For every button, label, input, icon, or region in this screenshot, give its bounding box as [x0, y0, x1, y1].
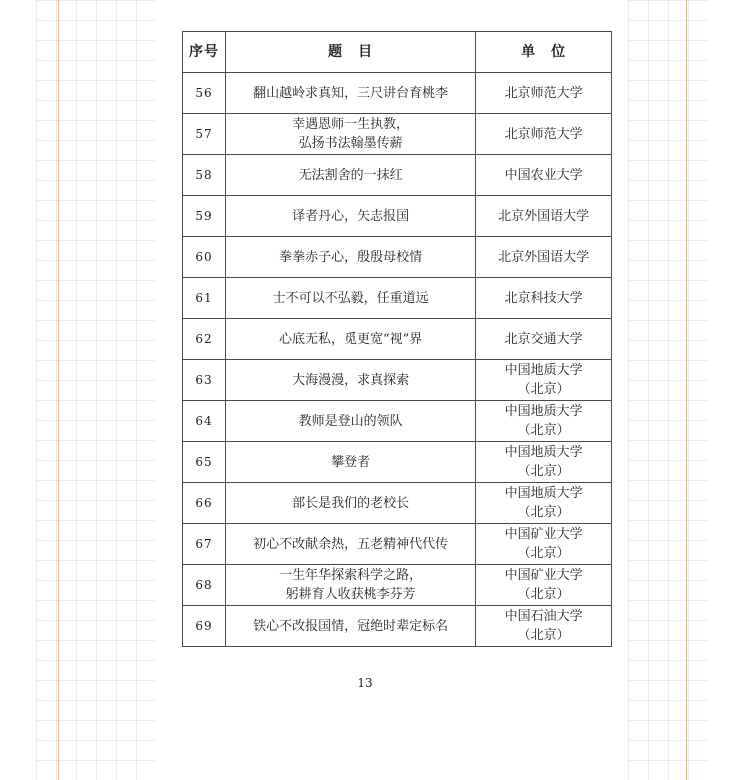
cell-title: [225, 73, 475, 114]
cell-no-text: 58: [195, 167, 213, 182]
page-number: 13: [357, 676, 373, 690]
cell-unit: [476, 524, 612, 565]
cell-unit-text: （北京）: [517, 546, 570, 561]
cell-title: [225, 524, 475, 565]
cell-no: [183, 114, 226, 155]
cell-no-text: 56: [195, 85, 213, 100]
cell-unit-text: （北京）: [517, 628, 570, 643]
cell-no: [183, 155, 226, 196]
cell-unit: [476, 401, 612, 442]
cell-unit-text: 中国矿业大学: [504, 527, 583, 542]
cell-no: [183, 278, 226, 319]
table-row: [183, 565, 612, 606]
cell-title: [225, 278, 475, 319]
cell-unit-text: （北京）: [517, 423, 570, 438]
cell-unit-text: 中国石油大学: [504, 609, 583, 624]
cell-no: [183, 483, 226, 524]
cell-unit: [476, 155, 612, 196]
cell-title-text: 初心不改献余热，五老精神代代传: [253, 536, 449, 552]
cell-unit: [476, 196, 612, 237]
cell-title: [225, 442, 475, 483]
cell-title: [225, 196, 475, 237]
cell-no: [183, 73, 226, 114]
cell-unit-text: 北京师范大学: [504, 85, 583, 101]
cell-no: [183, 442, 226, 483]
cell-title-text: 一生年华探索科学之路，: [279, 568, 423, 583]
cell-no: [183, 237, 226, 278]
cell-title: [225, 360, 475, 401]
cell-title: [225, 565, 475, 606]
cell-title: [225, 237, 475, 278]
cell-unit-text: 中国矿业大学: [504, 568, 583, 583]
cell-title-text: 部长是我们的老校长: [292, 495, 410, 511]
cell-no: [183, 401, 226, 442]
cell-unit: [476, 237, 612, 278]
cell-unit-text: 中国地质大学: [504, 363, 583, 378]
margin-line-right: [686, 0, 687, 780]
cell-unit: [476, 606, 612, 647]
cell-title-text: 士不可以不弘毅，任重道远: [272, 290, 429, 306]
cell-unit: [476, 360, 612, 401]
cell-title-text: 翻山越岭求真知，三尺讲台育桃李: [253, 85, 449, 101]
cell-title: [225, 606, 475, 647]
cell-unit-text: 中国地质大学: [504, 404, 583, 419]
header-no: 序号: [183, 32, 226, 73]
table-row: [183, 114, 612, 155]
cell-unit-text: 北京交通大学: [504, 331, 583, 347]
cell-title-text: 攀登者: [331, 454, 371, 470]
cell-no-text: 57: [195, 126, 213, 141]
cell-no-text: 62: [195, 331, 213, 346]
table-row: [183, 442, 612, 483]
cell-no-text: 61: [195, 290, 213, 305]
margin-line-left: [58, 0, 59, 780]
cell-unit-text: （北京）: [517, 464, 570, 479]
cell-unit-text: 北京外国语大学: [498, 208, 590, 224]
cell-title-text: 拳拳赤子心，殷殷母校情: [279, 249, 423, 265]
margin-grid-left: [36, 0, 156, 780]
table-row: [183, 237, 612, 278]
cell-no: [183, 196, 226, 237]
cell-title-text: 铁心不改报国情，冠绝时辈定标名: [253, 618, 449, 634]
cell-no-text: 66: [195, 495, 213, 510]
header-unit: 单 位: [476, 32, 612, 73]
table-header-row: [183, 32, 612, 73]
cell-no-text: 68: [195, 577, 213, 592]
table-row: [183, 319, 612, 360]
cell-title-text: 译者丹心，矢志报国: [292, 208, 410, 224]
cell-unit: [476, 319, 612, 360]
cell-unit: [476, 73, 612, 114]
table-row: [183, 196, 612, 237]
cell-unit-text: 中国农业大学: [504, 167, 583, 183]
table-row: [183, 606, 612, 647]
cell-title: [225, 114, 475, 155]
cell-no-text: 60: [195, 249, 213, 264]
table-row: [183, 73, 612, 114]
cell-title-text: 无法割舍的一抹红: [298, 167, 403, 183]
cell-unit: [476, 565, 612, 606]
margin-grid-right: [628, 0, 708, 780]
cell-title: [225, 401, 475, 442]
cell-unit-text: 北京外国语大学: [498, 249, 590, 265]
cell-no-text: 65: [195, 454, 213, 469]
cell-unit: [476, 442, 612, 483]
cell-title-text: 躬耕育人收获桃李芬芳: [285, 587, 416, 602]
cell-title-text: 教师是登山的领队: [298, 413, 403, 429]
cell-no: [183, 565, 226, 606]
cell-unit-text: （北京）: [517, 587, 570, 602]
table-body: [183, 73, 612, 647]
cell-title: [225, 319, 475, 360]
table-row: [183, 155, 612, 196]
cell-no-text: 63: [195, 372, 213, 387]
cell-unit-text: （北京）: [517, 382, 570, 397]
cell-unit-text: （北京）: [517, 505, 570, 520]
table-row: [183, 483, 612, 524]
cell-title: [225, 483, 475, 524]
cell-title-text: 大海漫漫，求真探索: [292, 372, 410, 388]
table-row: [183, 278, 612, 319]
awards-table: [182, 31, 612, 647]
cell-title-text: 心底无私，觅更宽“视”界: [278, 331, 423, 347]
cell-unit-text: 中国地质大学: [504, 445, 583, 460]
table-row: [183, 360, 612, 401]
cell-unit: [476, 278, 612, 319]
header-title: 题 目: [225, 32, 475, 73]
cell-no-text: 67: [195, 536, 213, 551]
cell-no: [183, 524, 226, 565]
cell-no: [183, 606, 226, 647]
cell-title-text: 弘扬书法翰墨传薪: [298, 136, 403, 151]
cell-no-text: 59: [195, 208, 213, 223]
table-row: [183, 401, 612, 442]
cell-no: [183, 319, 226, 360]
cell-no: [183, 360, 226, 401]
cell-unit-text: 中国地质大学: [504, 486, 583, 501]
cell-no-text: 64: [195, 413, 213, 428]
cell-unit: [476, 483, 612, 524]
cell-unit-text: 北京科技大学: [504, 290, 583, 306]
cell-unit-text: 北京师范大学: [504, 126, 583, 142]
cell-unit: [476, 114, 612, 155]
cell-title-text: 幸遇恩师一生执教，: [292, 117, 410, 132]
cell-title: [225, 155, 475, 196]
cell-no-text: 69: [195, 618, 213, 633]
table-row: [183, 524, 612, 565]
